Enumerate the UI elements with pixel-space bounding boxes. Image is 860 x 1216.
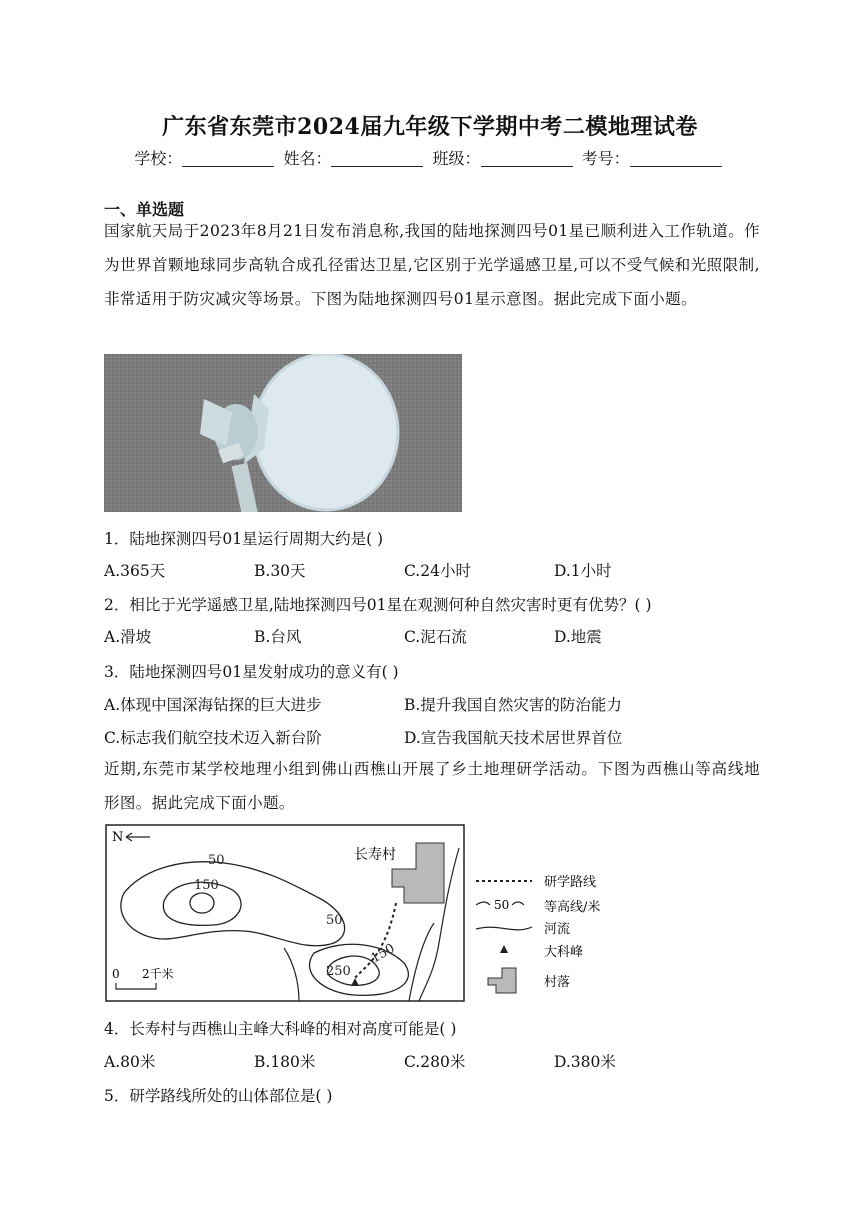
village-label: 长寿村 <box>354 847 396 863</box>
question-5: 5．研学路线所处的山体部位是( ) <box>104 1087 333 1105</box>
name-blank[interactable] <box>331 152 423 167</box>
option-b[interactable]: B.180米 <box>254 1053 316 1071</box>
option-c[interactable]: C.泥石流 <box>404 628 467 646</box>
passage-2: 近期,东莞市某学校地理小组到佛山西樵山开展了乡土地理研学活动。下图为西樵山等高线地形图。据此完成下面小题。 <box>104 760 760 812</box>
option-d[interactable]: D.宣告我国航天技术居世界首位 <box>404 729 623 747</box>
name-label: 姓名： <box>283 149 332 168</box>
satellite-figure <box>104 354 462 512</box>
option-a[interactable]: A.365天 <box>104 562 166 580</box>
option-b[interactable]: B.30天 <box>254 562 306 580</box>
legend-village-icon <box>488 968 516 993</box>
option-a[interactable]: A.80米 <box>104 1053 156 1071</box>
legend-peak-icon <box>500 945 508 953</box>
contour-map <box>104 823 616 1003</box>
passage-1: 国家航天局于2023年8月21日发布消息称,我国的陆地探测四号01星已顺利进入工作轨道。作为世界首颗地球同步高轨合成孔径雷达卫星,它区别于光学遥感卫星,可以不受气候和光照限制,非常适用于防灾减灾等场景。下图为陆地探测四号01星示意图。据此完成下面小题。 <box>104 222 760 308</box>
option-a[interactable]: A.滑坡 <box>104 628 152 646</box>
option-b[interactable]: B.提升我国自然灾害的防治能力 <box>404 696 622 714</box>
question-2: 2．相比于光学遥感卫星,陆地探测四号01星在观测何种自然灾害时更有优势？( ) <box>104 596 652 614</box>
legend-peak-label: 大科峰 <box>544 945 584 960</box>
contour-label: 250 <box>326 964 351 979</box>
contour-label: 150 <box>194 878 219 893</box>
option-d[interactable]: D.地震 <box>554 628 602 646</box>
legend-contour-label: 等高线/米 <box>544 900 601 915</box>
class-blank[interactable] <box>481 152 573 167</box>
legend-river-sample <box>476 927 532 930</box>
class-label: 班级： <box>432 149 481 168</box>
page-title: 广东省东莞市2024届九年级下学期中考二模地理试卷 <box>162 114 698 140</box>
option-c[interactable]: C.24小时 <box>404 562 471 580</box>
question-3: 3．陆地探测四号01星发射成功的意义有( ) <box>104 663 399 681</box>
option-a[interactable]: A.体现中国深海钻探的巨大进步 <box>104 696 322 714</box>
section-heading: 一、单选题 <box>104 200 185 219</box>
scale-zero: 0 <box>112 967 120 981</box>
option-c[interactable]: C.280米 <box>404 1053 466 1071</box>
contour-label: 50 <box>208 853 225 868</box>
option-d[interactable]: D.380米 <box>554 1053 616 1071</box>
exam-no-blank[interactable] <box>630 152 722 167</box>
option-d[interactable]: D.1小时 <box>554 562 612 580</box>
school-blank[interactable] <box>182 152 274 167</box>
option-b[interactable]: B.台风 <box>254 628 302 646</box>
question-1: 1．陆地探测四号01星运行周期大约是( ) <box>104 530 384 548</box>
contour-label: 50 <box>326 913 343 928</box>
north-label: N <box>112 830 124 845</box>
school-label: 学校： <box>134 149 183 168</box>
legend-contour-value: 50 <box>494 898 510 912</box>
scale-label: 2千米 <box>142 967 174 981</box>
question-4: 4．长寿村与西樵山主峰大科峰的相对高度可能是( ) <box>104 1020 457 1038</box>
legend-contour-sample <box>476 902 490 905</box>
legend-river-label: 河流 <box>544 922 571 937</box>
legend-route-label: 研学路线 <box>544 875 597 890</box>
contour-label: 150 <box>368 941 398 967</box>
exam-no-label: 考号： <box>581 149 630 168</box>
option-c[interactable]: C.标志我们航空技术迈入新台阶 <box>104 729 322 747</box>
student-info-line <box>0 146 860 169</box>
legend-village-label: 村落 <box>544 975 571 990</box>
